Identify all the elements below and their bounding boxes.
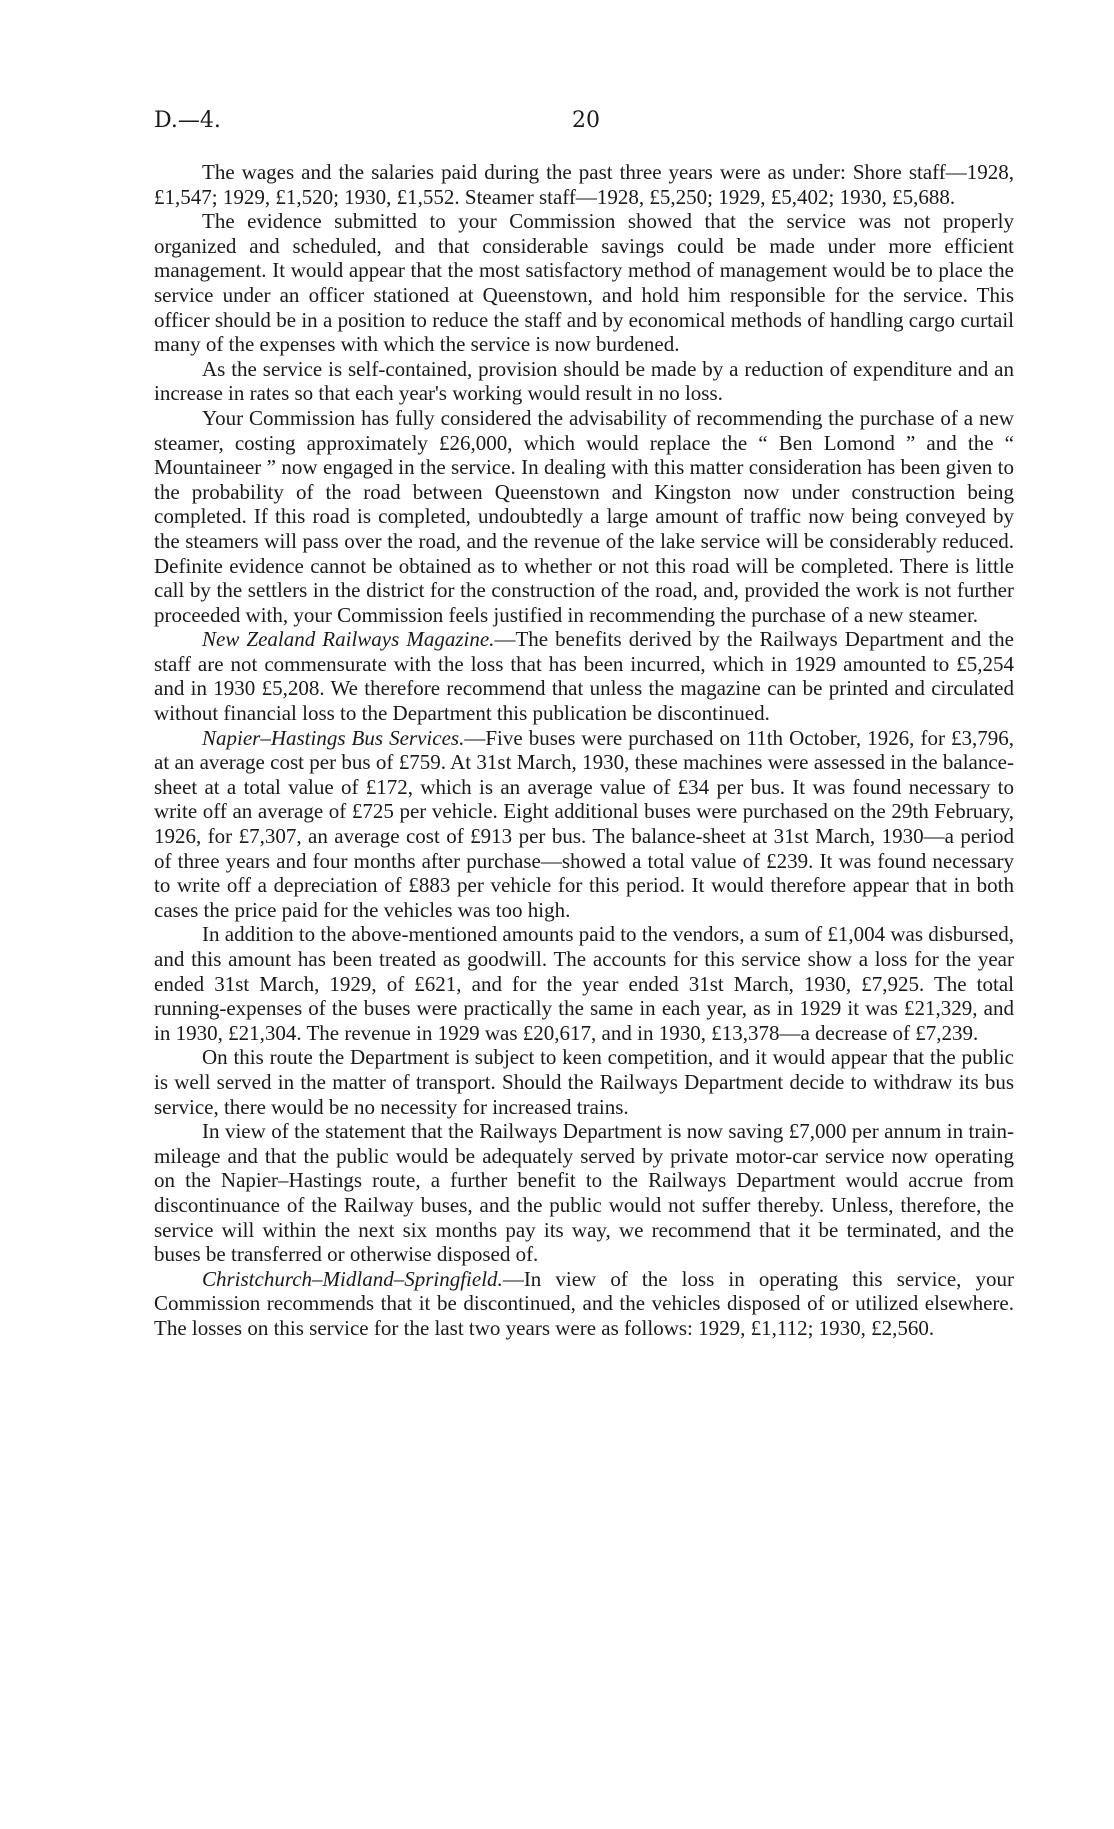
paragraph-train-mileage: In view of the statement that the Railways Department is now saving £7,000 per annum in train-mileage and that the public would be adequately served by private motor-car service now operating on the Napier–Hastings route, a further benefit to the Railways Department would accrue from discontinuance of the Railway buses, and the public would not suffer thereby. Unless, therefore, the service will within the next six months pay its way, we recommend that it be terminated, and the buses be transferred or otherwise disposed of. (154, 1119, 1014, 1267)
section-heading: Christchurch–Midland–Springfield. (202, 1266, 503, 1291)
paragraph-napier-hastings: Napier–Hastings Bus Services.—Five buses were purchased on 11th October, 1926, for £3,796, at an average cost per bus of £759. At 31st March, 1930, these machines were assessed in the balance-sheet at a total value of £172, which is an average value of £34 per bus. It was found necessary to write off an average of £725 per vehicle. Eight additional buses were purchased on the 29th February, 1926, for £7,307, an average cost of £913 per bus. The balance-sheet at 31st March, 1930—a period of three years and four months after purchase—showed a total value of £239. It was found necessary to write off a depreciation of £883 per vehicle for this period. It would therefore appear that in both cases the price paid for the vehicles was too high. (154, 725, 1015, 922)
paragraph-self-contained: As the service is self-contained, provision should be made by a reduction of expenditure and an increase in rates so that each year's working would result in no loss. (154, 356, 1014, 406)
paragraph-evidence: The evidence submitted to your Commission showed that the service was not properly organized and scheduled, and that considerable savings could be made under more efficient management. It would appear that the most satisfactory method of management would be to place the service under an officer stationed at Queenstown, and hold him responsible for the service. This officer should be in a position to reduce the staff and by economical methods of handling cargo curtail many of the expenses with which the service is now burdened. (154, 209, 1014, 357)
page-number: 20 (572, 108, 600, 133)
section-heading: Napier–Hastings Bus Services. (202, 725, 465, 750)
paragraph-wages: The wages and the salaries paid during the past three years were as under: Shore staff—1928, £1,547; 1929, £1,520; 1930, £1,552. Steamer staff—1928, £5,250; 1929, £5,402; 1930, £5,688. (154, 160, 1014, 209)
section-heading: New Zealand Railways Magazine. (202, 627, 495, 652)
page-header (154, 108, 1014, 138)
document-reference: D.—4. (154, 108, 221, 133)
paragraph-goodwill: In addition to the above-mentioned amounts paid to the vendors, a sum of £1,004 was disbursed, and this amount has been treated as goodwill. The accounts for this service show a loss for the year ended 31st March, 1929, of £621, and for the year ended 31st March, 1930, £7,925. The total running-expenses of the buses were practically the same in each year, as in 1929 it was £21,329, and in 1930, £21,304. The revenue in 1929 was £20,617, and in 1930, £13,378—a decrease of £7,239. (154, 922, 1014, 1045)
paragraph-christchurch: Christchurch–Midland–Springfield.—In view of the loss in operating this service, your Commission recommends that it be discontinued, and the vehicles disposed of or utilized elsewhere. The losses on this service for the last two years were as follows: 1929, £1,112; 1930, £2,560. (154, 1266, 1014, 1340)
paragraph-new-steamer: Your Commission has fully considered the advisability of recommending the purchase of a new steamer, costing approximately £26,000, which would replace the “ Ben Lomond ” and the “ Mountaineer ” now engaged in the service. In dealing with this matter consideration has been given to the probability of the road between Queenstown and Kingston now under construction being completed. If this road is completed, undoubtedly a large amount of traffic now being conveyed by the steamers will pass over the road, and the revenue of the lake service will be considerably reduced. Definite evidence cannot be obtained as to whether or not this road will be completed. There is little call by the settlers in the district for the construction of the road, and, provided the work is not further proceeded with, your Commission feels justified in recommending the purchase of a new steamer. (154, 405, 1014, 627)
body-text (154, 160, 1014, 1341)
paragraph-competition: On this route the Department is subject to keen competition, and it would appear that the public is well served in the matter of transport. Should the Railways Department decide to withdraw its bus service, there would be no necessity for increased trains. (154, 1045, 1014, 1119)
paragraph-railways-magazine: New Zealand Railways Magazine.—The benefits derived by the Railways Department and the staff are not commensurate with the loss that has been incurred, which in 1929 amounted to £5,254 and in 1930 £5,208. We therefore recommend that unless the magazine can be printed and circulated without financial loss to the Department this publication be discontinued. (154, 627, 1014, 726)
